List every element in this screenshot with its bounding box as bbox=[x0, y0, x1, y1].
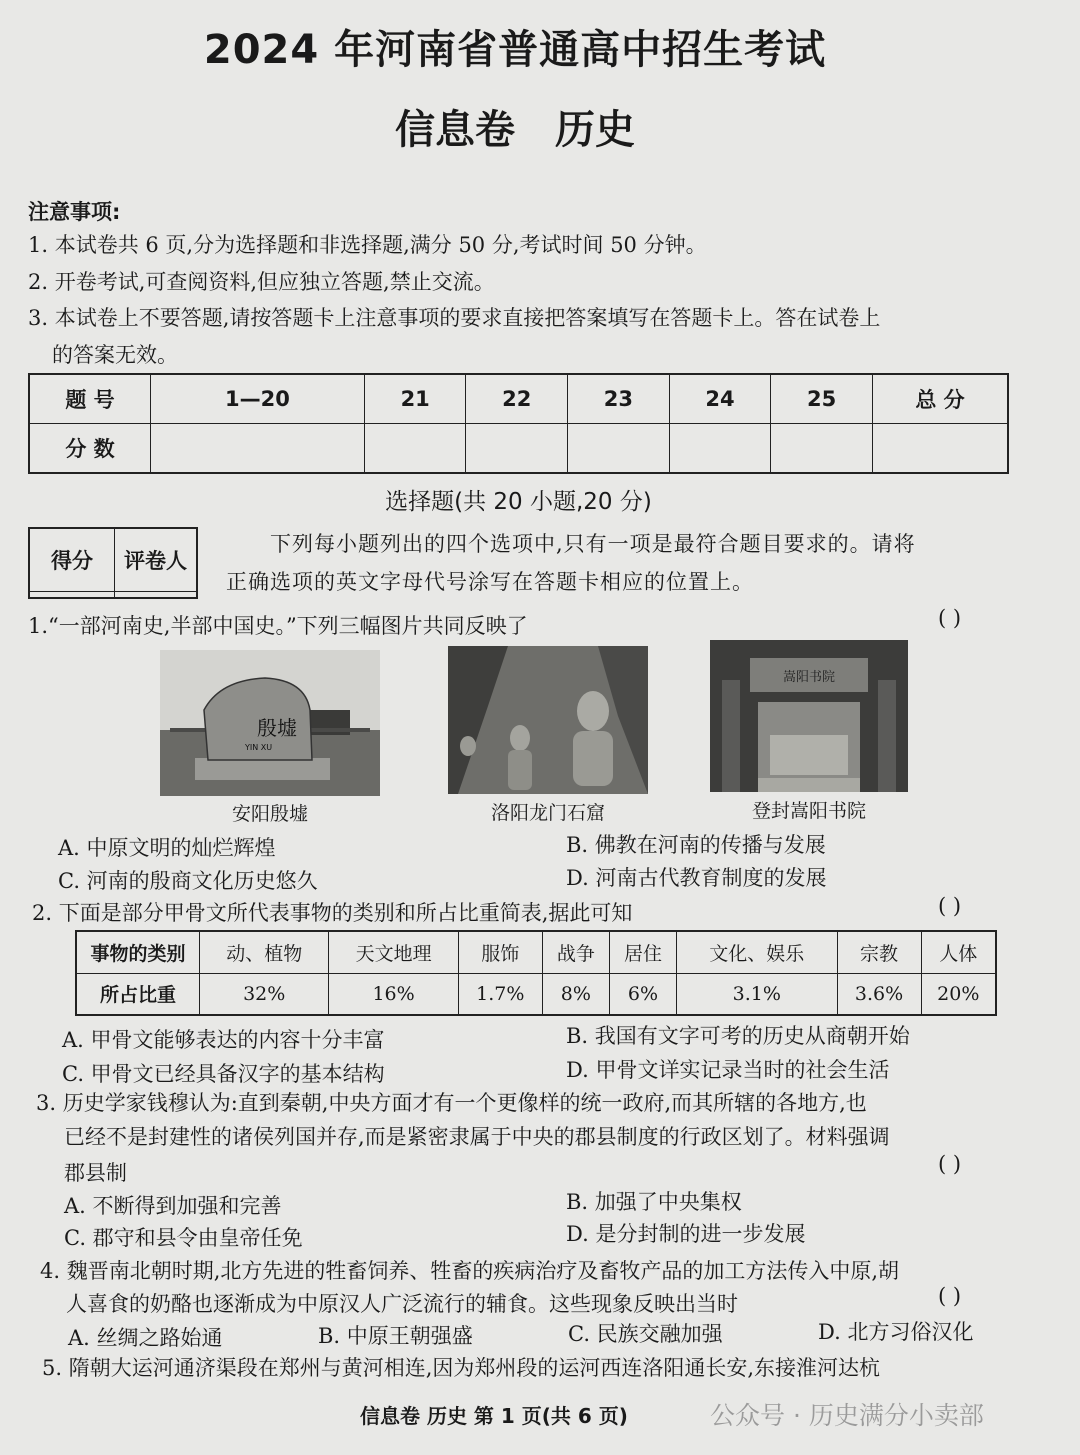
q2-answer-paren: ( ) bbox=[938, 894, 962, 918]
yinxu-photo-graphic bbox=[160, 650, 380, 796]
q3-answer-paren: ( ) bbox=[938, 1152, 962, 1176]
yinxu-sign-text: 殷墟 bbox=[257, 716, 297, 740]
q2-stem: 2. 下面是部分甲骨文所代表事物的类别和所占比重简表,据此可知 bbox=[32, 901, 633, 925]
score-header-cell: 题 号 bbox=[29, 374, 151, 424]
oracle-category-cell: 人体 bbox=[921, 931, 996, 973]
score-header-cell: 24 bbox=[669, 374, 771, 424]
watermark: 公众号 · 历史满分小卖部 bbox=[710, 1401, 984, 1430]
grader-blank-cell bbox=[115, 591, 198, 598]
q1-image-yinxu bbox=[160, 650, 380, 796]
q3-stem-3: 郡县制 bbox=[64, 1161, 127, 1185]
q4-stem-2: 人喜食的奶酪也逐渐成为中原汉人广泛流行的辅食。这些现象反映出当时 bbox=[66, 1292, 738, 1316]
q4-option-a: A. 丝绸之路始通 bbox=[68, 1326, 223, 1350]
q2-option-a: A. 甲骨文能够表达的内容十分丰富 bbox=[62, 1028, 385, 1052]
subtitle-subject: 历史 bbox=[555, 107, 635, 153]
oracle-category-cell: 动、植物 bbox=[200, 931, 329, 973]
section-instruction-1: 下列每小题列出的四个选项中,只有一项是最符合题目要求的。请将 bbox=[270, 532, 916, 556]
q1-image-songyang bbox=[710, 640, 908, 792]
q1-image-longmen bbox=[448, 646, 648, 794]
yinxu-sign-pinyin: YIN XU bbox=[245, 743, 273, 752]
q1-option-a: A. 中原文明的灿烂辉煌 bbox=[58, 836, 276, 860]
score-blank-cell bbox=[364, 424, 466, 474]
q1-caption-1: 安阳殷墟 bbox=[231, 803, 308, 825]
notes-item-2: 2. 开卷考试,可查阅资料,但应独立答题,禁止交流。 bbox=[28, 270, 495, 294]
notes-item-1: 1. 本试卷共 6 页,分为选择题和非选择题,满分 50 分,考试时间 50 分钟。 bbox=[28, 233, 707, 257]
score-header-cell: 总 分 bbox=[873, 374, 1009, 424]
songyang-photo-graphic bbox=[710, 640, 908, 792]
oracle-share-cell: 1.7% bbox=[458, 973, 542, 1015]
q4-option-b: B. 中原王朝强盛 bbox=[318, 1324, 473, 1348]
q5-stem-1: 5. 隋朝大运河通济渠段在郑州与黄河相连,因为郑州段的运河西连洛阳通长安,东接淮河达杭 bbox=[42, 1356, 881, 1380]
q1-caption-3: 登封嵩阳书院 bbox=[751, 800, 866, 822]
score-header-cell: 23 bbox=[568, 374, 670, 424]
score-header-cell: 22 bbox=[466, 374, 568, 424]
oracle-category-cell: 文化、娱乐 bbox=[677, 931, 838, 973]
q2-option-d: D. 甲骨文详实记录当时的社会生活 bbox=[566, 1058, 890, 1082]
score-blank-cell bbox=[466, 424, 568, 474]
score-blank-cell bbox=[151, 424, 365, 474]
score-header-cell: 1—20 bbox=[151, 374, 365, 424]
oracle-row-label: 事物的类别 bbox=[76, 931, 200, 973]
oracle-category-cell: 天文地理 bbox=[329, 931, 458, 973]
q4-option-d: D. 北方习俗汉化 bbox=[818, 1320, 974, 1344]
q1-caption-2: 洛阳龙门石窟 bbox=[490, 802, 605, 824]
score-header-cell: 25 bbox=[771, 374, 873, 424]
oracle-bone-table bbox=[75, 930, 997, 1016]
q4-stem-1: 4. 魏晋南北朝时期,北方先进的牲畜饲养、牲畜的疾病治疗及畜牧产品的加工方法传入中原,胡 bbox=[40, 1259, 900, 1283]
notes-item-3: 3. 本试卷上不要答题,请按答题卡上注意事项的要求直接把答案填写在答题卡上。答在试卷上 bbox=[28, 306, 881, 330]
longmen-photo-graphic bbox=[448, 646, 648, 794]
oracle-share-cell: 6% bbox=[609, 973, 676, 1015]
q1-option-b: B. 佛教在河南的传播与发展 bbox=[566, 833, 826, 857]
q4-option-c: C. 民族交融加强 bbox=[568, 1322, 723, 1346]
grader-name-label: 评卷人 bbox=[115, 528, 198, 591]
q4-answer-paren: ( ) bbox=[938, 1284, 962, 1308]
q1-option-d: D. 河南古代教育制度的发展 bbox=[566, 866, 827, 890]
score-table bbox=[28, 373, 1009, 474]
q1-option-c: C. 河南的殷商文化历史悠久 bbox=[58, 869, 318, 893]
q3-option-c: C. 郡守和县令由皇帝任免 bbox=[64, 1226, 303, 1250]
q2-option-c: C. 甲骨文已经具备汉字的基本结构 bbox=[62, 1062, 385, 1086]
grader-blank-cell bbox=[29, 591, 115, 598]
oracle-category-cell: 宗教 bbox=[837, 931, 921, 973]
exam-title: 2024 年河南省普通高中招生考试 bbox=[203, 27, 827, 73]
score-blank-cell bbox=[873, 424, 1009, 474]
q2-option-b: B. 我国有文字可考的历史从商朝开始 bbox=[566, 1024, 910, 1048]
score-blank-cell bbox=[669, 424, 771, 474]
oracle-row-label: 所占比重 bbox=[76, 973, 200, 1015]
page-footer: 信息卷 历史 第 1 页(共 6 页) bbox=[360, 1404, 628, 1428]
notes-item-3-cont: 的答案无效。 bbox=[52, 343, 178, 367]
score-header-cell: 21 bbox=[364, 374, 466, 424]
section-instruction-2: 正确选项的英文字母代号涂写在答题卡相应的位置上。 bbox=[226, 570, 754, 594]
q3-option-a: A. 不断得到加强和完善 bbox=[64, 1194, 282, 1218]
oracle-share-cell: 3.6% bbox=[837, 973, 921, 1015]
exam-subtitle bbox=[0, 98, 1030, 155]
q3-option-b: B. 加强了中央集权 bbox=[566, 1190, 742, 1214]
q1-stem: 1.“一部河南史,半部中国史。”下列三幅图片共同反映了 bbox=[28, 614, 528, 638]
score-blank-cell bbox=[568, 424, 670, 474]
subtitle-paper-type: 信息卷 bbox=[395, 107, 515, 153]
oracle-share-cell: 3.1% bbox=[677, 973, 838, 1015]
oracle-category-cell: 居住 bbox=[609, 931, 676, 973]
oracle-share-cell: 8% bbox=[542, 973, 609, 1015]
notes-heading: 注意事项: bbox=[28, 200, 121, 224]
q1-answer-paren: ( ) bbox=[938, 606, 962, 630]
grader-score-label: 得分 bbox=[29, 528, 115, 591]
q3-stem-2: 已经不是封建性的诸侯列国并存,而是紧密隶属于中央的郡县制度的行政区划了。材料强调 bbox=[64, 1125, 890, 1149]
section-title: 选择题(共 20 小题,20 分) bbox=[385, 489, 652, 515]
q3-stem-1: 3. 历史学家钱穆认为:直到秦朝,中央方面才有一个更像样的统一政府,而其所辖的各地方,也 bbox=[36, 1091, 867, 1115]
score-row-label: 分 数 bbox=[29, 424, 151, 474]
q3-option-d: D. 是分封制的进一步发展 bbox=[566, 1222, 806, 1246]
oracle-share-cell: 32% bbox=[200, 973, 329, 1015]
oracle-share-cell: 20% bbox=[921, 973, 996, 1015]
oracle-share-cell: 16% bbox=[329, 973, 458, 1015]
grader-box bbox=[28, 527, 198, 599]
score-blank-cell bbox=[771, 424, 873, 474]
oracle-category-cell: 战争 bbox=[542, 931, 609, 973]
songyang-plaque-text: 嵩阳书院 bbox=[782, 670, 836, 685]
oracle-category-cell: 服饰 bbox=[458, 931, 542, 973]
